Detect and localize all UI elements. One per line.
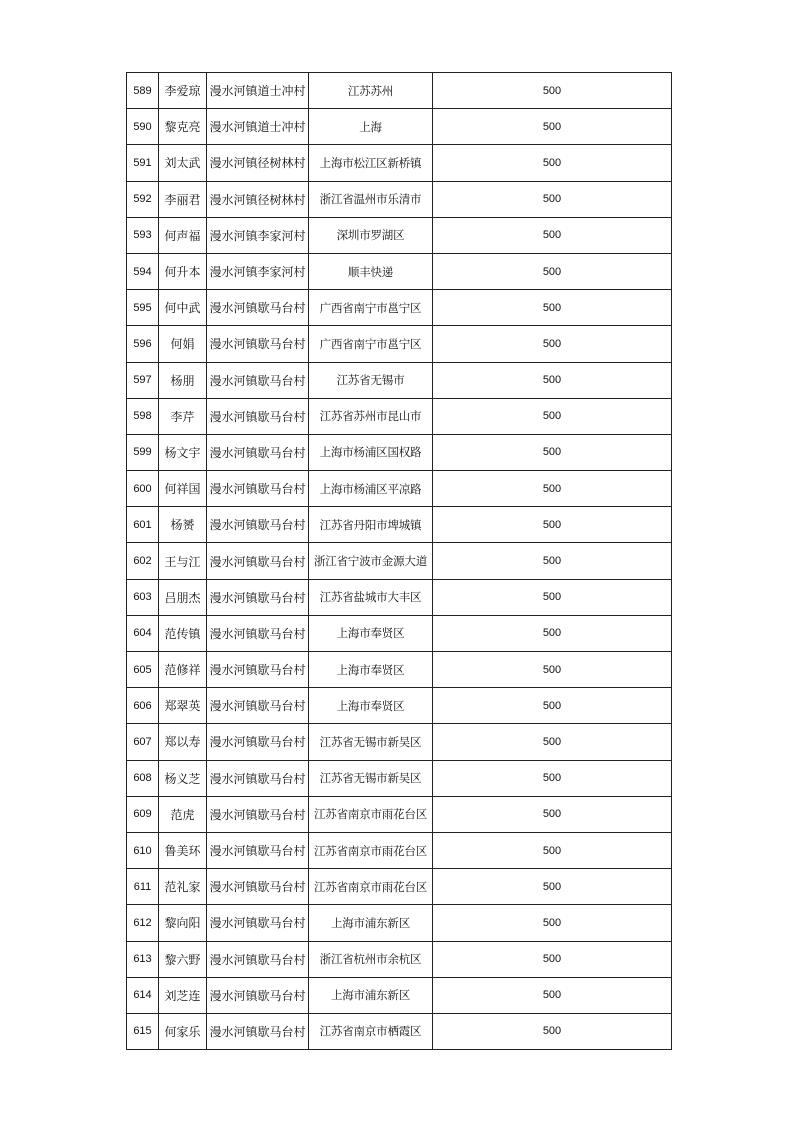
name-cell: 范礼家 bbox=[159, 869, 207, 905]
row-number-cell: 613 bbox=[127, 941, 159, 977]
location-cell: 江苏省盐城市大丰区 bbox=[309, 579, 433, 615]
village-cell: 漫水河镇歇马台村 bbox=[207, 832, 309, 868]
name-cell: 郑翠英 bbox=[159, 688, 207, 724]
name-cell: 范修祥 bbox=[159, 652, 207, 688]
table-row bbox=[127, 796, 672, 832]
amount-cell: 500 bbox=[433, 688, 672, 724]
table-row bbox=[127, 977, 672, 1013]
table-row bbox=[127, 145, 672, 181]
village-cell: 漫水河镇歇马台村 bbox=[207, 434, 309, 470]
village-cell: 漫水河镇歇马台村 bbox=[207, 1013, 309, 1049]
amount-cell: 500 bbox=[433, 73, 672, 109]
amount-cell: 500 bbox=[433, 941, 672, 977]
name-cell: 刘芝连 bbox=[159, 977, 207, 1013]
village-cell: 漫水河镇道士冲村 bbox=[207, 109, 309, 145]
row-number-cell: 591 bbox=[127, 145, 159, 181]
name-cell: 杨义芝 bbox=[159, 760, 207, 796]
location-cell: 浙江省杭州市余杭区 bbox=[309, 941, 433, 977]
amount-cell: 500 bbox=[433, 579, 672, 615]
table-row bbox=[127, 760, 672, 796]
table-row bbox=[127, 543, 672, 579]
location-cell: 上海市杨浦区国权路 bbox=[309, 434, 433, 470]
data-table bbox=[126, 72, 672, 1050]
amount-cell: 500 bbox=[433, 905, 672, 941]
table-row bbox=[127, 579, 672, 615]
name-cell: 吕朋杰 bbox=[159, 579, 207, 615]
village-cell: 漫水河镇径树林村 bbox=[207, 181, 309, 217]
table-row bbox=[127, 398, 672, 434]
name-cell: 杨赟 bbox=[159, 507, 207, 543]
row-number-cell: 608 bbox=[127, 760, 159, 796]
village-cell: 漫水河镇李家河村 bbox=[207, 253, 309, 289]
table-row bbox=[127, 73, 672, 109]
amount-cell: 500 bbox=[433, 1013, 672, 1049]
location-cell: 上海市松江区新桥镇 bbox=[309, 145, 433, 181]
amount-cell: 500 bbox=[433, 471, 672, 507]
village-cell: 漫水河镇歇马台村 bbox=[207, 615, 309, 651]
location-cell: 广西省南宁市邕宁区 bbox=[309, 326, 433, 362]
amount-cell: 500 bbox=[433, 326, 672, 362]
amount-cell: 500 bbox=[433, 652, 672, 688]
village-cell: 漫水河镇歇马台村 bbox=[207, 941, 309, 977]
row-number-cell: 601 bbox=[127, 507, 159, 543]
table-row bbox=[127, 507, 672, 543]
row-number-cell: 598 bbox=[127, 398, 159, 434]
row-number-cell: 590 bbox=[127, 109, 159, 145]
location-cell: 江苏省无锡市新吴区 bbox=[309, 724, 433, 760]
row-number-cell: 596 bbox=[127, 326, 159, 362]
table-row bbox=[127, 724, 672, 760]
table-row bbox=[127, 471, 672, 507]
amount-cell: 500 bbox=[433, 253, 672, 289]
location-cell: 江苏省南京市雨花台区 bbox=[309, 796, 433, 832]
location-cell: 江苏省苏州市昆山市 bbox=[309, 398, 433, 434]
village-cell: 漫水河镇歇马台村 bbox=[207, 869, 309, 905]
village-cell: 漫水河镇歇马台村 bbox=[207, 724, 309, 760]
table-row bbox=[127, 217, 672, 253]
row-number-cell: 604 bbox=[127, 615, 159, 651]
village-cell: 漫水河镇歇马台村 bbox=[207, 905, 309, 941]
row-number-cell: 599 bbox=[127, 434, 159, 470]
row-number-cell: 605 bbox=[127, 652, 159, 688]
location-cell: 上海市奉贤区 bbox=[309, 688, 433, 724]
table-row bbox=[127, 832, 672, 868]
amount-cell: 500 bbox=[433, 398, 672, 434]
row-number-cell: 595 bbox=[127, 290, 159, 326]
table-body bbox=[127, 73, 672, 1050]
table-row bbox=[127, 869, 672, 905]
location-cell: 上海市浦东新区 bbox=[309, 977, 433, 1013]
amount-cell: 500 bbox=[433, 615, 672, 651]
amount-cell: 500 bbox=[433, 145, 672, 181]
village-cell: 漫水河镇歇马台村 bbox=[207, 760, 309, 796]
village-cell: 漫水河镇歇马台村 bbox=[207, 471, 309, 507]
location-cell: 江苏苏州 bbox=[309, 73, 433, 109]
row-number-cell: 589 bbox=[127, 73, 159, 109]
location-cell: 深圳市罗湖区 bbox=[309, 217, 433, 253]
village-cell: 漫水河镇歇马台村 bbox=[207, 507, 309, 543]
table-row bbox=[127, 362, 672, 398]
amount-cell: 500 bbox=[433, 832, 672, 868]
row-number-cell: 611 bbox=[127, 869, 159, 905]
village-cell: 漫水河镇道士冲村 bbox=[207, 73, 309, 109]
location-cell: 上海市奉贤区 bbox=[309, 652, 433, 688]
row-number-cell: 594 bbox=[127, 253, 159, 289]
location-cell: 江苏省南京市雨花台区 bbox=[309, 869, 433, 905]
village-cell: 漫水河镇歇马台村 bbox=[207, 543, 309, 579]
name-cell: 刘太武 bbox=[159, 145, 207, 181]
name-cell: 范传镇 bbox=[159, 615, 207, 651]
amount-cell: 500 bbox=[433, 507, 672, 543]
village-cell: 漫水河镇歇马台村 bbox=[207, 398, 309, 434]
village-cell: 漫水河镇李家河村 bbox=[207, 217, 309, 253]
name-cell: 郑以寿 bbox=[159, 724, 207, 760]
amount-cell: 500 bbox=[433, 796, 672, 832]
name-cell: 黎向阳 bbox=[159, 905, 207, 941]
name-cell: 黎六野 bbox=[159, 941, 207, 977]
table-row bbox=[127, 181, 672, 217]
amount-cell: 500 bbox=[433, 760, 672, 796]
location-cell: 江苏省南京市雨花台区 bbox=[309, 832, 433, 868]
name-cell: 杨朋 bbox=[159, 362, 207, 398]
row-number-cell: 600 bbox=[127, 471, 159, 507]
name-cell: 何升本 bbox=[159, 253, 207, 289]
amount-cell: 500 bbox=[433, 869, 672, 905]
amount-cell: 500 bbox=[433, 434, 672, 470]
row-number-cell: 602 bbox=[127, 543, 159, 579]
table-row bbox=[127, 326, 672, 362]
village-cell: 漫水河镇歇马台村 bbox=[207, 290, 309, 326]
amount-cell: 500 bbox=[433, 217, 672, 253]
row-number-cell: 606 bbox=[127, 688, 159, 724]
amount-cell: 500 bbox=[433, 362, 672, 398]
name-cell: 杨文宇 bbox=[159, 434, 207, 470]
table-row bbox=[127, 688, 672, 724]
row-number-cell: 593 bbox=[127, 217, 159, 253]
village-cell: 漫水河镇歇马台村 bbox=[207, 362, 309, 398]
village-cell: 漫水河镇歇马台村 bbox=[207, 977, 309, 1013]
name-cell: 鲁美环 bbox=[159, 832, 207, 868]
row-number-cell: 615 bbox=[127, 1013, 159, 1049]
row-number-cell: 603 bbox=[127, 579, 159, 615]
name-cell: 李芹 bbox=[159, 398, 207, 434]
name-cell: 黎克亮 bbox=[159, 109, 207, 145]
location-cell: 上海 bbox=[309, 109, 433, 145]
row-number-cell: 607 bbox=[127, 724, 159, 760]
table-row bbox=[127, 652, 672, 688]
name-cell: 何祥国 bbox=[159, 471, 207, 507]
location-cell: 江苏省无锡市 bbox=[309, 362, 433, 398]
table-row bbox=[127, 253, 672, 289]
location-cell: 上海市奉贤区 bbox=[309, 615, 433, 651]
table-row bbox=[127, 434, 672, 470]
village-cell: 漫水河镇歇马台村 bbox=[207, 579, 309, 615]
name-cell: 王与江 bbox=[159, 543, 207, 579]
table-row bbox=[127, 290, 672, 326]
amount-cell: 500 bbox=[433, 977, 672, 1013]
table-row bbox=[127, 941, 672, 977]
location-cell: 顺丰快递 bbox=[309, 253, 433, 289]
table-row bbox=[127, 905, 672, 941]
village-cell: 漫水河镇歇马台村 bbox=[207, 688, 309, 724]
amount-cell: 500 bbox=[433, 181, 672, 217]
location-cell: 广西省南宁市邕宁区 bbox=[309, 290, 433, 326]
table-row bbox=[127, 109, 672, 145]
amount-cell: 500 bbox=[433, 290, 672, 326]
location-cell: 上海市浦东新区 bbox=[309, 905, 433, 941]
name-cell: 何中武 bbox=[159, 290, 207, 326]
location-cell: 浙江省宁波市金源大道 bbox=[309, 543, 433, 579]
name-cell: 何娟 bbox=[159, 326, 207, 362]
village-cell: 漫水河镇歇马台村 bbox=[207, 796, 309, 832]
row-number-cell: 609 bbox=[127, 796, 159, 832]
row-number-cell: 610 bbox=[127, 832, 159, 868]
amount-cell: 500 bbox=[433, 724, 672, 760]
row-number-cell: 614 bbox=[127, 977, 159, 1013]
village-cell: 漫水河镇径树林村 bbox=[207, 145, 309, 181]
location-cell: 江苏省丹阳市埤城镇 bbox=[309, 507, 433, 543]
amount-cell: 500 bbox=[433, 109, 672, 145]
name-cell: 范虎 bbox=[159, 796, 207, 832]
row-number-cell: 592 bbox=[127, 181, 159, 217]
name-cell: 李爱琼 bbox=[159, 73, 207, 109]
table-row bbox=[127, 1013, 672, 1049]
location-cell: 上海市杨浦区平凉路 bbox=[309, 471, 433, 507]
village-cell: 漫水河镇歇马台村 bbox=[207, 652, 309, 688]
location-cell: 江苏省南京市栖霞区 bbox=[309, 1013, 433, 1049]
row-number-cell: 597 bbox=[127, 362, 159, 398]
location-cell: 浙江省温州市乐清市 bbox=[309, 181, 433, 217]
amount-cell: 500 bbox=[433, 543, 672, 579]
name-cell: 何声福 bbox=[159, 217, 207, 253]
name-cell: 李丽君 bbox=[159, 181, 207, 217]
row-number-cell: 612 bbox=[127, 905, 159, 941]
location-cell: 江苏省无锡市新吴区 bbox=[309, 760, 433, 796]
name-cell: 何家乐 bbox=[159, 1013, 207, 1049]
table-row bbox=[127, 615, 672, 651]
village-cell: 漫水河镇歇马台村 bbox=[207, 326, 309, 362]
